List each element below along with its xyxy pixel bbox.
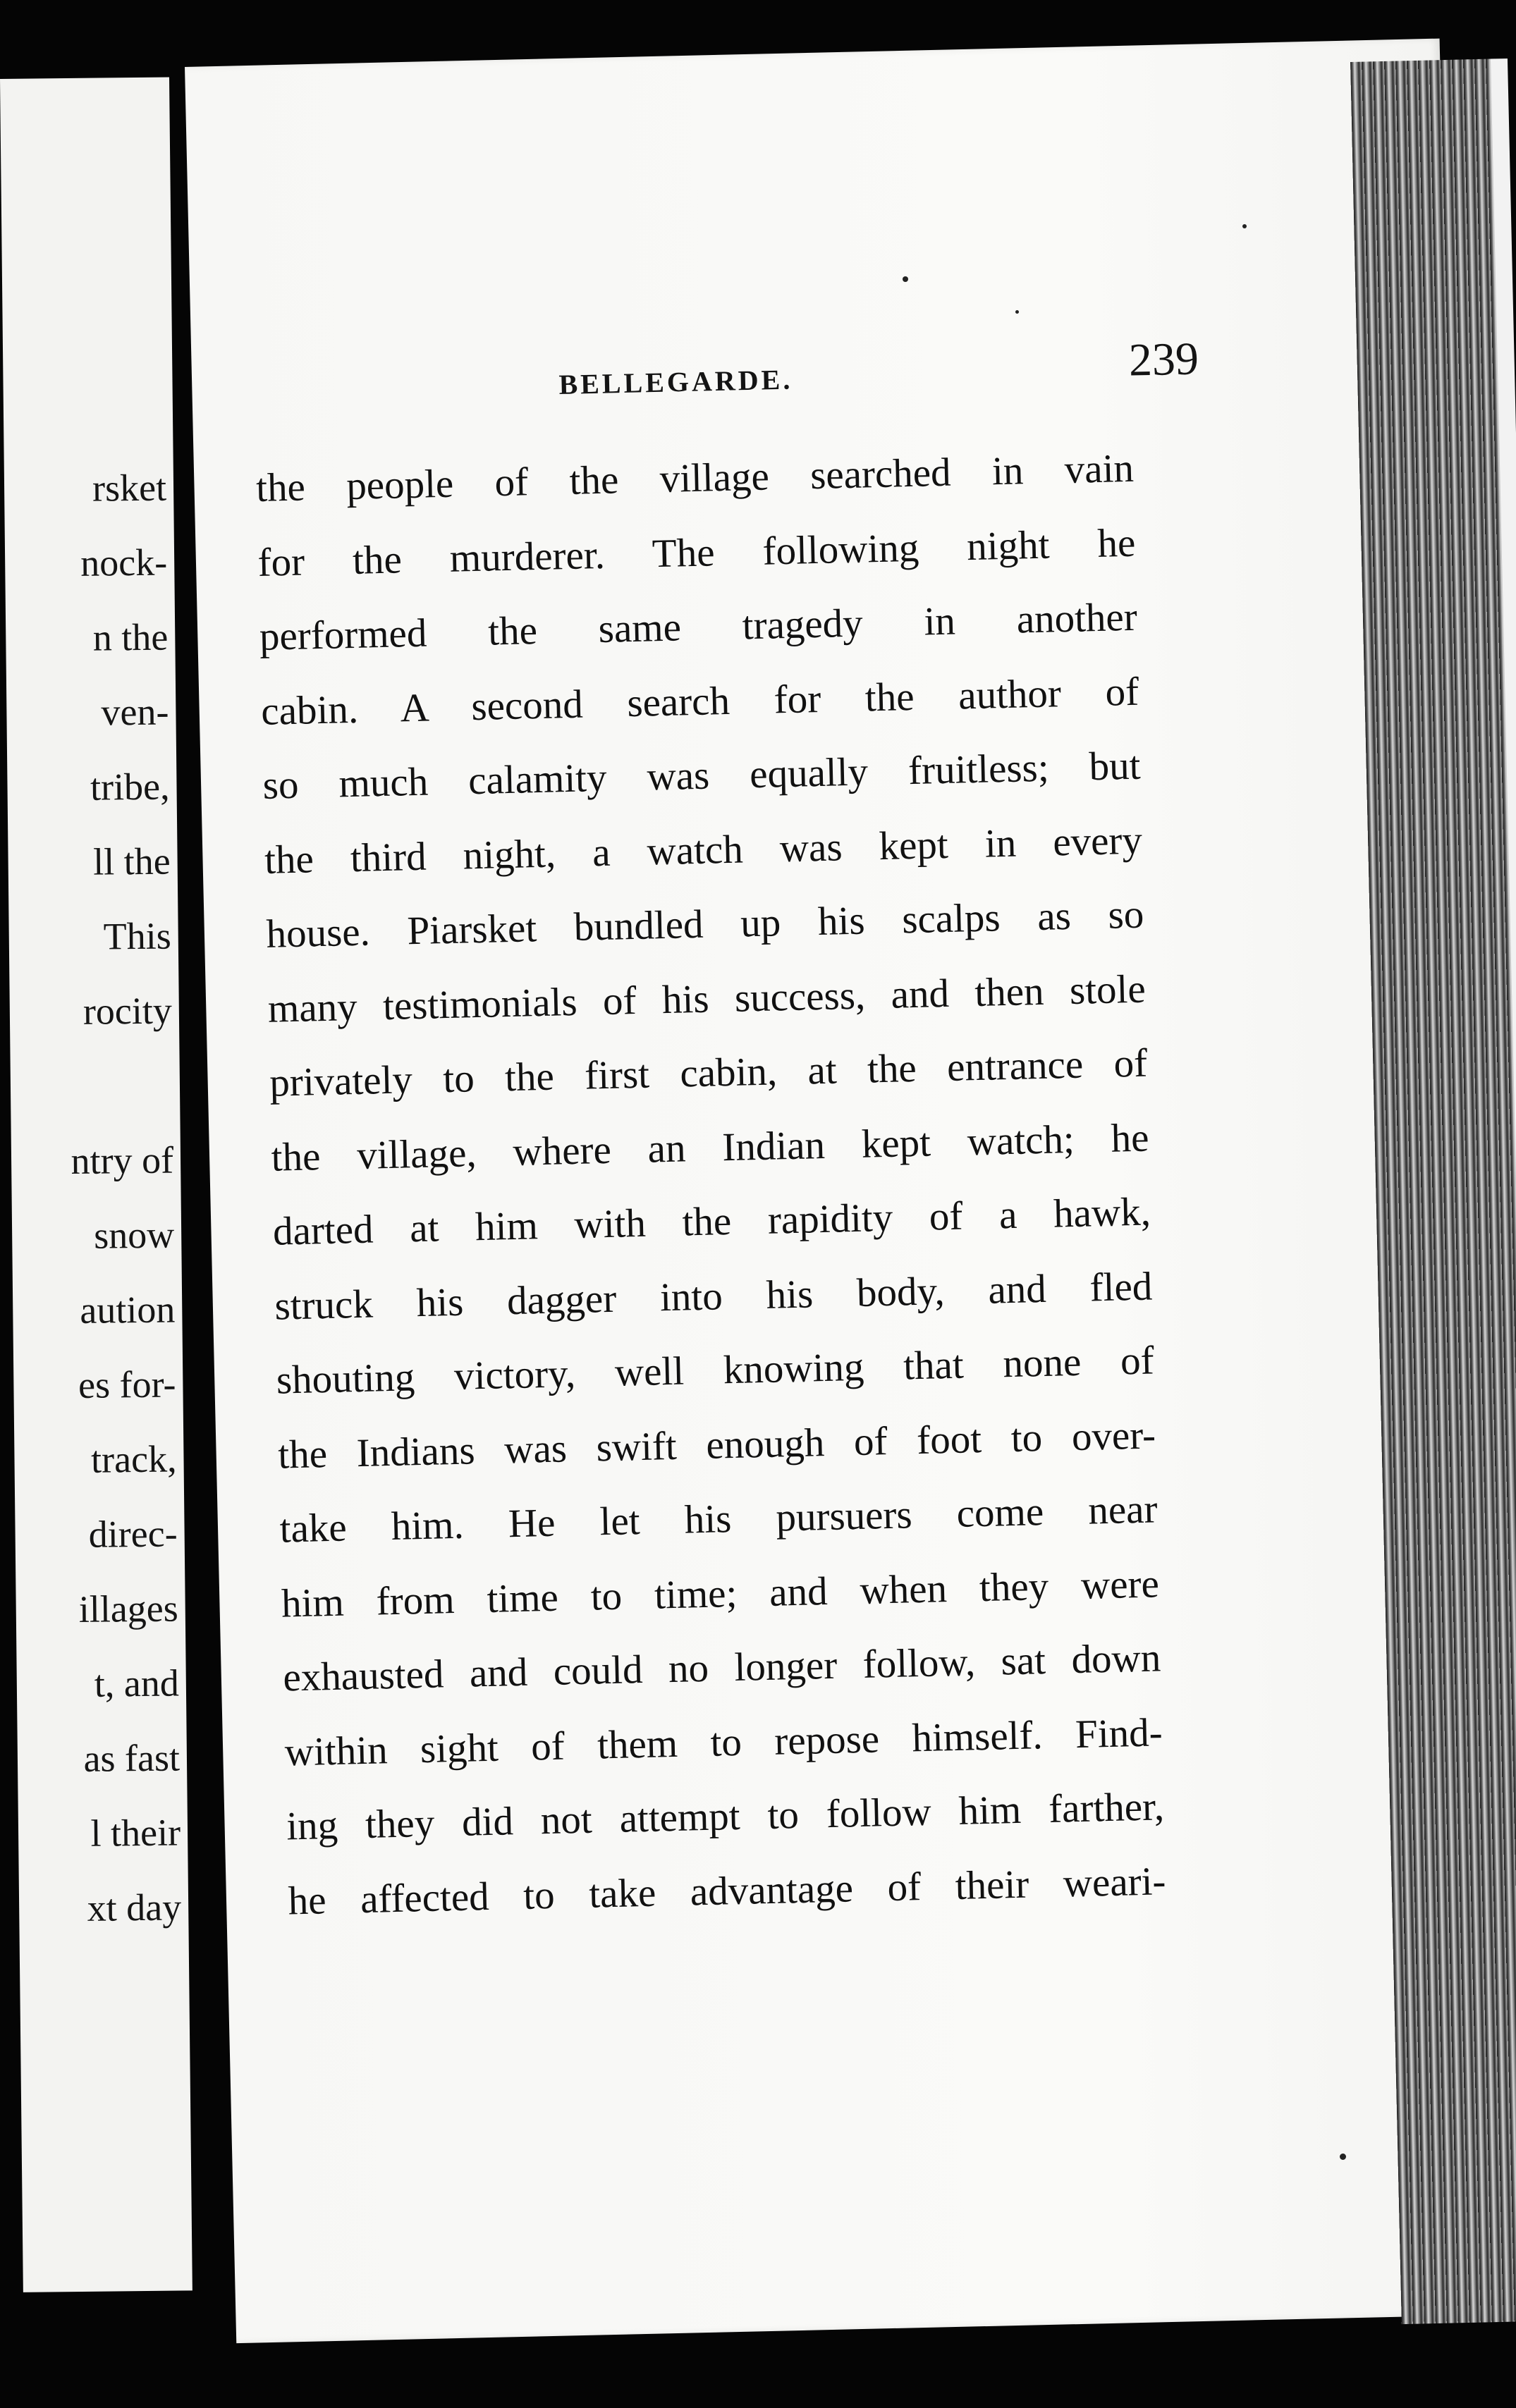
running-head-title: BELLEGARDE. (558, 363, 793, 401)
left-page-line: t, and (94, 1661, 180, 1705)
text-line: the people of the village searched in vain (255, 446, 1135, 510)
left-page-line: n the (92, 615, 169, 659)
text-line: him from time to time; and when they were (281, 1561, 1160, 1626)
left-page-line: snow (93, 1213, 175, 1257)
text-line: performed the same tragedy in another (259, 594, 1138, 659)
scan-speck (903, 276, 908, 282)
left-page-line: l their (90, 1811, 181, 1855)
scan-speck (1340, 2154, 1346, 2160)
left-page-line: rsket (92, 466, 167, 510)
scan-speck (1015, 310, 1019, 314)
text-line: exhausted and could no longer follow, sat down (282, 1635, 1161, 1700)
left-page-line: aution (80, 1288, 176, 1332)
text-line: the Indians was swift enough of foot to over- (277, 1412, 1156, 1478)
text-line: within sight of them to repose himself. Find- (284, 1709, 1163, 1775)
left-page-line: tribe, (90, 765, 170, 809)
text-line: privately to the first cabin, at the entrance of (269, 1040, 1148, 1105)
text-line: so much calamity was equally fruitless; but (262, 743, 1142, 808)
text-line: ing they did not attempt to follow him farther, (286, 1784, 1165, 1849)
text-line: darted at him with the rapidity of a hawk, (272, 1189, 1151, 1254)
left-page-line: This (103, 914, 172, 958)
left-facing-page (0, 77, 192, 2292)
left-page-line: ntry of (71, 1138, 174, 1183)
left-page-line: ll the (92, 840, 171, 883)
left-page-line: rocity (82, 989, 173, 1033)
body-text (255, 431, 1167, 1939)
text-line: the third night, a watch was kept in every (264, 818, 1143, 883)
text-line: struck his dagger into his body, and fled (274, 1263, 1153, 1329)
left-page-line: track, (90, 1437, 177, 1481)
left-page-line: nock- (80, 541, 168, 584)
text-line: take him. He let his pursuers come near (279, 1487, 1159, 1552)
text-line: shouting victory, well knowing that none of (276, 1338, 1155, 1403)
left-page-line: as fast (83, 1736, 181, 1780)
text-line: house. Piarsket bundled up his scalps as so (265, 892, 1144, 957)
left-page-line: direc- (88, 1512, 178, 1556)
text-line: cabin. A second search for the author of (260, 669, 1139, 734)
page-number: 239 (1128, 333, 1199, 386)
text-line: many testimonials of his success, and then stole (267, 966, 1147, 1031)
scan-speck (1242, 224, 1247, 228)
text-line: the village, where an Indian kept watch; he (271, 1115, 1150, 1180)
text-line: he affected to take advantage of their weari- (287, 1858, 1167, 1923)
left-page-line: es for- (78, 1363, 176, 1406)
left-page-line: illages (78, 1587, 179, 1630)
left-page-line: xt day (87, 1886, 182, 1929)
text-line: for the murderer. The following night he (257, 520, 1136, 585)
left-page-line: ven- (101, 690, 169, 734)
